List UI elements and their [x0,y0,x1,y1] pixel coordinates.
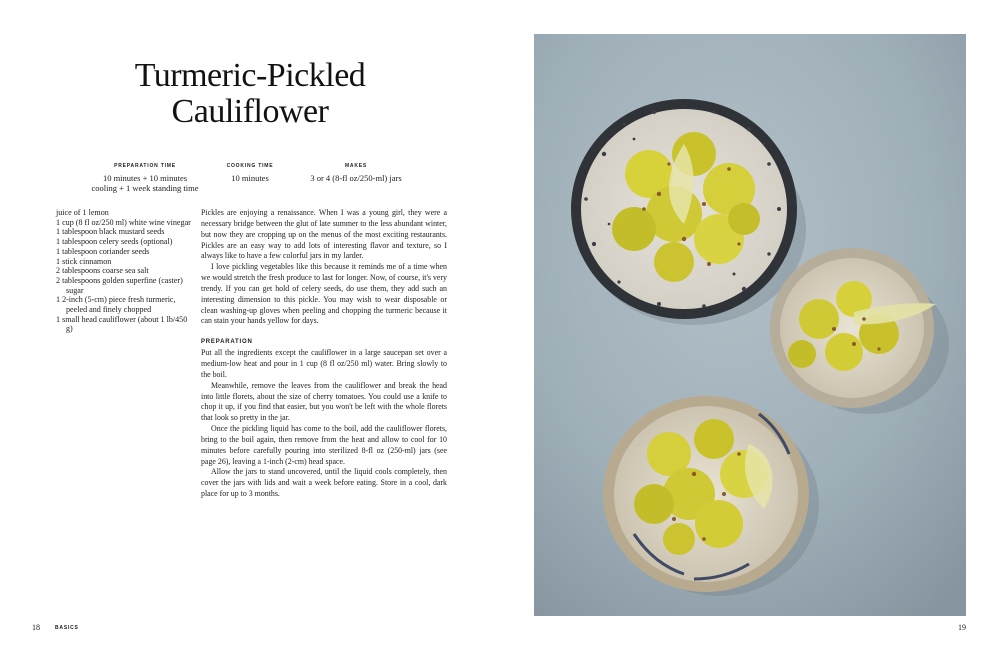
prep-time-line: 10 minutes + 10 minutes [102,173,188,183]
cook-time-line: 10 minutes [231,173,269,183]
ingredient-item: juice of 1 lemon [56,208,109,217]
ingredient-item: 1 tablespoon coriander seeds [56,246,150,256]
intro-paragraph: I love pickling vegetables like this because it reminds me of a time when we would stretch the fresh produce to last for longer. Now, of course, it's very trendy. If you can get hold of celery seeds, do use them, they add such an interesting dimension to this pickle. You may wish to wear disposable or clean washing-up gloves when peeling and chopping the turmeric because it can stain your hands yellow for days. [201,262,447,326]
preparation-step: Allow the jars to stand uncovered, until the liquid cools completely, then cover the jars with lids and wait a week before eating. Store in a cool, dark place for up to 3 months. [201,467,447,499]
recipe-photo [534,34,966,616]
makes-value [298,173,414,183]
ingredient-list [56,208,196,334]
ingredient-item: 2 tablespoons coarse sea salt [56,266,149,276]
preparation-step: Meanwhile, remove the leaves from the cauliflower and break the head into little florets, about the size of cherry tomatoes. You could use a knife to chop it up, if you find that easier, but you won't be left with the whole florets that look so pretty in the jar. [201,380,447,423]
prep-time-block [88,161,202,193]
makes-label: MAKES [344,163,368,169]
photo-illustration [534,34,966,616]
ingredient-item: 1 tablespoon celery seeds (optional) [56,237,173,247]
striped-bowl [603,396,809,592]
ingredient-item: 1 2-inch (5-cm) piece fresh turmeric, peeled and finely chopped [56,295,176,315]
ingredient-item: 1 small head cauliflower (about 1 lb/450 g) [56,314,188,334]
cook-time-block [212,161,288,183]
title-line-1: Turmeric-Pickled [134,57,366,94]
ingredient-item: 1 cup (8 fl oz/250 ml) white wine vinegar [56,217,191,227]
cook-time-label: COOKING TIME [226,163,274,169]
preparation-heading: PREPARATION [201,339,253,346]
recipe-title [100,58,400,130]
title-line-2: Cauliflower [171,93,329,130]
ingredient-item: 1 tablespoon black mustard seeds [56,227,165,237]
ingredient-item: 2 tablespoons golden superfine (caster) sugar [56,275,183,295]
recipe-body [201,208,447,500]
ingredient-item: 1 stick cinnamon [56,256,112,266]
preparation-step: Once the pickling liquid has come to the boil, add the cauliflower florets, bring to the boil again, then remove from the heat and allow to cool for 10 minutes before carefully pouring into sterilized 8-fl oz (250-ml) jars (see page 26), leaving a 1-inch (2-cm) head space. [201,424,447,466]
section-label: BASICS [55,625,79,631]
makes-line: 3 or 4 (8-fl oz/250-ml) jars [310,173,402,183]
preparation-step: Put all the ingredients except the cauliflower in a large saucepan set over a medium-low heat and pour in 1 cup (8 fl oz/250 ml) water. Bring slowly to the boil. [201,348,447,379]
prep-time-value [88,173,202,193]
speckled-bowl [571,99,797,319]
cook-time-value [212,173,288,183]
left-page-number: 18 [32,623,40,632]
right-page-number: 19 [958,623,966,632]
intro-paragraph: Pickles are enjoying a renaissance. When I was a young girl, they were a necessary bridge between the glut of late summer to the less abundant winter, but now they are cropping up on the menus of the most exciting restaurants. Pickles are an easy way to add lots of interesting flavor and texture, so I always like to have a few colorful jars in my larder. [201,208,447,261]
makes-block [298,161,414,183]
prep-time-label: PREPARATION TIME [114,163,176,169]
prep-time-line: cooling + 1 week standing time [91,183,199,193]
